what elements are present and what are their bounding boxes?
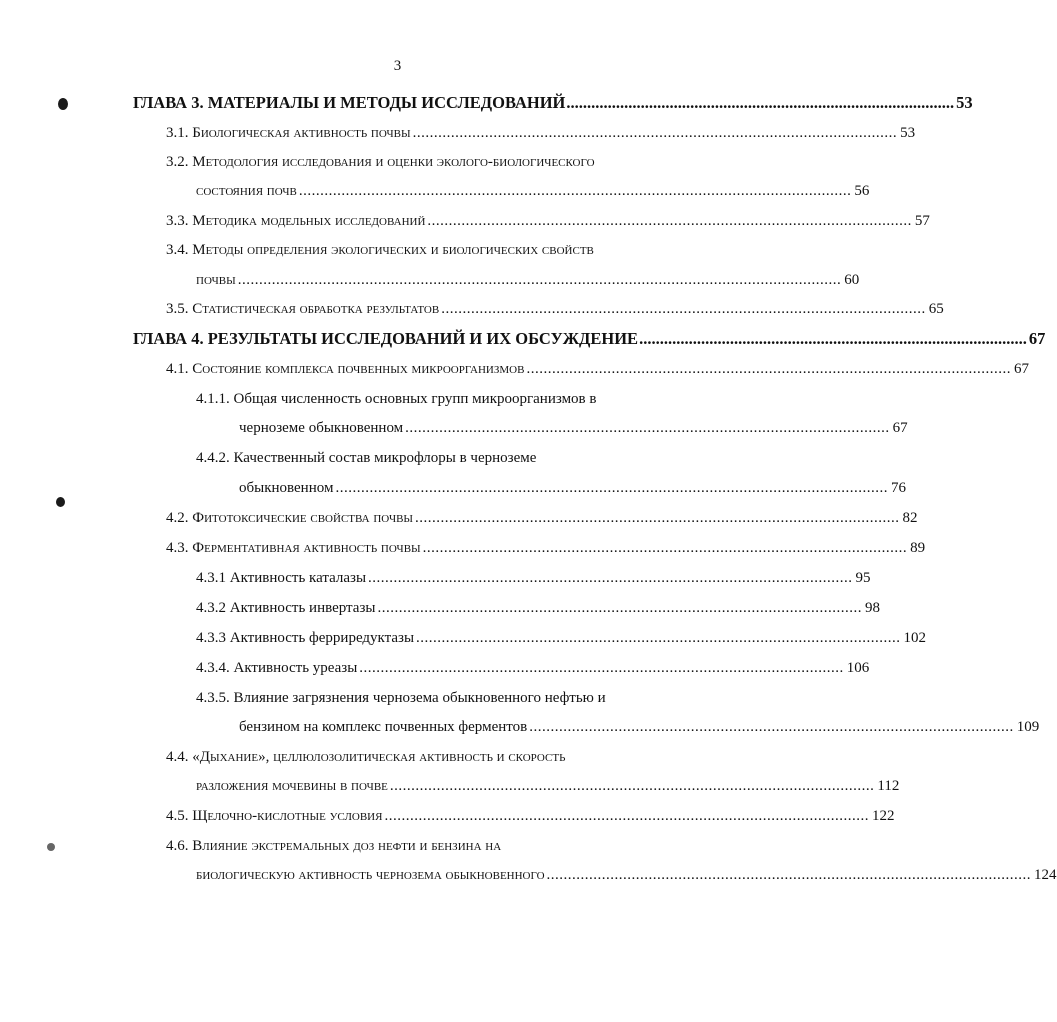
toc-entry-3-1[interactable]: [166, 123, 916, 143]
page-number: 3: [393, 58, 402, 74]
leader-dots: ..................................................................................................................: [529, 719, 1014, 735]
toc-entry-4-3-1[interactable]: [196, 568, 871, 588]
toc-entry-3-4-line1[interactable]: [166, 240, 594, 260]
scan-speck: [56, 497, 65, 507]
toc-entry-page: 122: [871, 808, 895, 824]
toc-entry-4-3-3[interactable]: [196, 628, 927, 648]
leader-dots: ..................................................................................................................: [415, 510, 900, 526]
toc-entry-chapter-3[interactable]: [133, 93, 973, 113]
leader-dots: ..................................................................................................................: [368, 570, 853, 586]
toc-entry-4-1-1-line1[interactable]: [196, 389, 596, 409]
toc-entry-4-4-line2[interactable]: [196, 776, 900, 796]
leader-dots: ..................................................................................................................: [389, 778, 875, 794]
toc-entry-page: 124: [1034, 867, 1057, 883]
toc-entry-4-6-line2[interactable]: [196, 865, 1057, 885]
leader-dots: ..................................................................................................................................: [298, 183, 852, 199]
toc-entry-page: 57: [914, 213, 930, 229]
toc-entry-4-1-1-line2[interactable]: [239, 418, 908, 438]
toc-entry-title: 4.3.2 Активность инвертазы: [196, 600, 376, 616]
leader-dots: ..................................................................................................................: [422, 540, 908, 556]
toc-entry-title: состояния почв: [196, 183, 297, 199]
toc-entry-4-3[interactable]: [166, 538, 926, 558]
toc-entry-page: 102: [903, 630, 927, 646]
leader-dots: ..................................................................................................................: [427, 213, 912, 229]
toc-entry-3-2-line2[interactable]: [196, 181, 870, 201]
leader-dots: ..................................................................................................................: [384, 808, 869, 824]
toc-entry-title: ГЛАВА 3. МАТЕРИАЛЫ И МЕТОДЫ ИССЛЕДОВАНИЙ: [133, 93, 566, 112]
toc-entry-title: 3.3. Методика модельных исследований: [166, 213, 426, 229]
toc-entry-title: 4.5. Щелочно-кислотные условия: [166, 808, 383, 824]
leader-dots: ..............................................................................................................................................: [237, 272, 842, 288]
toc-entry-3-3[interactable]: [166, 211, 930, 231]
toc-entry-3-2-line1[interactable]: [166, 152, 595, 172]
toc-entry-title: 3.4. Методы определения экологических и биологических свойств: [166, 242, 594, 258]
toc-entry-4-3-4[interactable]: [196, 658, 870, 678]
toc-entry-page: 112: [877, 778, 900, 794]
toc-entry-title: 4.1. Состояние комплекса почвенных микроорганизмов: [166, 361, 525, 377]
leader-dots: ..................................................................................................................: [416, 630, 901, 646]
toc-entry-title: бензином на комплекс почвенных ферментов: [239, 719, 528, 735]
leader-dots: ..................................................................................................................: [405, 420, 890, 436]
toc-entry-3-4-line2[interactable]: [196, 270, 860, 290]
toc-entry-4-4-2-line2[interactable]: [239, 478, 906, 498]
toc-entry-title: 4.4. «Дыхание», целлюлозолитическая активность и скорость: [166, 749, 566, 765]
toc-entry-page: 67: [1013, 361, 1029, 377]
toc-entry-title: биологическую активность чернозема обыкновенного: [196, 867, 545, 883]
toc-entry-title: 3.1. Биологическая активность почвы: [166, 125, 411, 141]
toc-entry-title: 4.3.1 Активность каталазы: [196, 570, 367, 586]
toc-entry-4-2[interactable]: [166, 508, 918, 528]
leader-dots: ..................................................................................................................: [546, 867, 1032, 883]
toc-entry-title: обыкновенном: [239, 480, 334, 496]
toc-entry-title: почвы: [196, 272, 236, 288]
toc-entry-chapter-4[interactable]: [133, 329, 1046, 349]
toc-entry-page: 95: [855, 570, 871, 586]
leader-dots: ..................................................................................................................: [526, 361, 1011, 377]
toc-entry-page: 56: [854, 183, 870, 199]
toc-entry-title: разложения мочевины в почве: [196, 778, 388, 794]
toc-entry-4-1[interactable]: [166, 359, 1029, 379]
toc-entry-title: 4.4.2. Качественный состав микрофлоры в черноземе: [196, 450, 537, 466]
toc-entry-4-3-2[interactable]: [196, 598, 880, 618]
leader-dots: ..................................................................................................................................: [335, 480, 888, 496]
toc-entry-title: 4.3.3 Активность ферриредуктазы: [196, 630, 415, 646]
leader-dots: ..............................................................................................: [639, 329, 1027, 348]
toc-entry-page: 53: [900, 125, 916, 141]
toc-entry-title: 4.2. Фитотоксические свойства почвы: [166, 510, 414, 526]
toc-entry-title: ГЛАВА 4. РЕЗУЛЬТАТЫ ИССЛЕДОВАНИЙ И ИХ ОБСУЖДЕНИЕ: [133, 329, 639, 348]
toc-entry-page: 89: [910, 540, 926, 556]
leader-dots: ..................................................................................................................: [359, 660, 844, 676]
toc-entry-title: 4.1.1. Общая численность основных групп микроорганизмов в: [196, 391, 597, 407]
toc-entry-title: 3.2. Методология исследования и оценки эколого-биологического: [166, 154, 595, 170]
toc-entry-4-3-5-line1[interactable]: [196, 688, 606, 708]
toc-entry-page: 82: [902, 510, 918, 526]
toc-entry-title: черноземе обыкновенном: [239, 420, 404, 436]
leader-dots: ..................................................................................................................: [441, 301, 926, 317]
toc-entry-title: 4.3.5. Влияние загрязнения чернозема обыкновенного нефтью и: [196, 690, 606, 706]
scan-speck: [47, 843, 55, 851]
toc-entry-page: 60: [844, 272, 860, 288]
leader-dots: ..............................................................................................: [566, 93, 955, 112]
toc-entry-4-3-5-line2[interactable]: [239, 717, 1040, 737]
leader-dots: ..................................................................................................................: [377, 600, 862, 616]
toc-entry-page: 76: [890, 480, 906, 496]
toc-entry-title: 3.5. Статистическая обработка результатов: [166, 301, 440, 317]
toc-entry-page: 98: [864, 600, 880, 616]
toc-entry-title: 4.6. Влияние экстремальных доз нефти и бензина на: [166, 838, 502, 854]
toc-entry-page: 67: [892, 420, 908, 436]
toc-entry-page: 109: [1016, 719, 1040, 735]
toc-entry-page: 106: [846, 660, 870, 676]
toc-entry-4-6-line1[interactable]: [166, 836, 501, 856]
toc-entry-page: 67: [1028, 329, 1046, 348]
toc-entry-title: 4.3.4. Активность уреазы: [196, 660, 358, 676]
toc-entry-3-5[interactable]: [166, 299, 944, 319]
toc-entry-page: 53: [956, 93, 973, 112]
toc-entry-page: 65: [928, 301, 944, 317]
leader-dots: ..................................................................................................................: [412, 125, 898, 141]
toc-entry-4-4-line1[interactable]: [166, 747, 565, 767]
toc-entry-4-4-2-line1[interactable]: [196, 448, 536, 468]
scan-speck: [58, 98, 68, 110]
toc-entry-title: 4.3. Ферментативная активность почвы: [166, 540, 421, 556]
toc-entry-4-5[interactable]: [166, 806, 895, 826]
